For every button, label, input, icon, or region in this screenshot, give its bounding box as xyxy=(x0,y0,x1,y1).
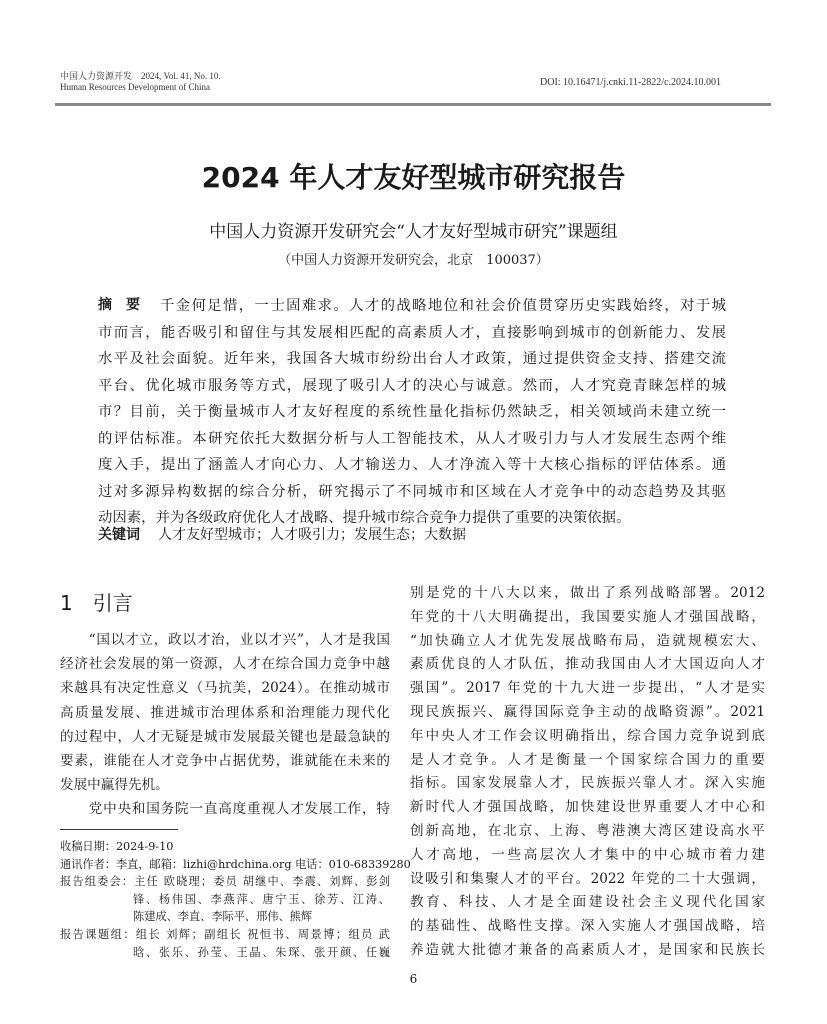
footnote-line: 报告组委会：主任 欧晓理；委员 胡继中、李震、刘辉、彭剑 xyxy=(60,875,390,889)
paragraph-line: “国以才立，政以才治，业以才兴”，人才是我国 xyxy=(60,632,390,648)
footnote-line: 通讯作者：李直，邮箱：lizhi@hrdchina.org 电话：010-68339280 xyxy=(60,857,411,871)
abstract-line: 平台、优化城市服务等方式，展现了吸引人才的决心与诚意。然而，人才究竟青睐怎样的城 xyxy=(98,377,726,394)
abstract-line: 水平及社会面貌。近年来，我国各大城市纷纷出台人才政策，通过提供资金支持、搭建交流 xyxy=(98,351,726,367)
paragraph-line: 的基础性、战略性支撑。深入实施人才强国战略，培 xyxy=(410,918,765,935)
affiliation: （中国人力资源开发研究会，北京 100037） xyxy=(278,253,549,268)
paragraph-line: 经济社会发展的第一资源，人才在综合国力竞争中越 xyxy=(60,656,390,673)
paragraph-line: 年党的十八大明确提出，我国要实施人才强国战略， xyxy=(410,608,765,625)
paragraph-line: 年中央人才工作会议明确指出，综合国力竞争说到底 xyxy=(410,727,765,744)
footnote-line: 锋、杨伟国、李燕萍、唐宁玉、徐芳、江涛、 xyxy=(133,892,390,906)
header-rule xyxy=(55,103,771,106)
abstract-line: 千金何足惜，一士固难求。人才的战略地位和社会价值贯穿历史实践始终，对于城 xyxy=(160,298,726,314)
paragraph-line: 发展中赢得先机。 xyxy=(60,777,169,794)
abstract-line: 市而言，能否吸引和留住与其发展相匹配的高素质人才，直接影响到城市的创新能力、发展 xyxy=(98,324,726,341)
paragraph-line: “加快确立人才优先发展战略布局，造就规模宏大、 xyxy=(410,632,765,649)
authors: 中国人力资源开发研究会“人才友好型城市研究”课题组 xyxy=(209,222,618,242)
paragraph-line: 现民族振兴、赢得国际竞争主动的战略资源”。2021 xyxy=(410,704,765,720)
paragraph-line: 来越具有决定性意义（马抗美，2024）。在推动城市 xyxy=(60,680,390,697)
footnote-rule xyxy=(60,829,178,830)
section-heading: 1 引言 xyxy=(60,591,133,615)
abstract-line: 市？目前，关于衡量城市人才友好程度的系统性量化指标仍然缺乏，相关领域尚未建立统一 xyxy=(98,404,726,420)
journal-info-en: Human Resources Development of China xyxy=(60,82,210,92)
paragraph-line: 强国”。2017 年党的十九大进一步提出，“人才是实 xyxy=(410,680,765,697)
footnote-line: 陈建成、李直、李际平、邢伟、熊辉 xyxy=(133,910,313,924)
footnote-line: 报告课题组：组长 刘辉；副组长 祝恒书、周景博；组员 武 xyxy=(60,928,390,941)
paragraph-line: 设吸引和集聚人才的平台。2022 年党的二十大强调， xyxy=(410,870,765,887)
paragraph-line: 素质优良的人才队伍，推动我国由人才大国迈向人才 xyxy=(410,656,765,673)
paragraph-line: 人才高地，一些高层次人才集中的中心城市着力建 xyxy=(410,846,765,863)
abstract-label: 摘 要 xyxy=(98,297,140,313)
page-title: 2024 年人才友好型城市研究报告 xyxy=(201,161,626,194)
paragraph-line: 新时代人才强国战略，加快建设世界重要人才中心和 xyxy=(410,799,765,816)
paragraph-line: 党中央和国务院一直高度重视人才发展工作，特 xyxy=(60,801,390,818)
paragraph-line: 高质量发展、推进城市治理体系和治理能力现代化 xyxy=(60,704,390,721)
paragraph-line: 是人才竞争。人才是衡量一个国家综合国力的重要 xyxy=(410,751,765,768)
abstract-line: 过对多源异构数据的综合分析，研究揭示了不同城市和区域在人才竞争中的动态趋势及其驱 xyxy=(98,483,726,500)
abstract-line: 动因素，并为各级政府优化人才战略、提升城市综合竞争力提供了重要的决策依据。 xyxy=(98,510,631,526)
keywords-label: 关键词 xyxy=(98,527,140,543)
doi: DOI: 10.16471/j.cnki.11-2822/c.2024.10.001 xyxy=(540,77,722,88)
paragraph-line: 的过程中，人才无疑是城市发展最关键也是最急缺的 xyxy=(60,728,390,745)
paragraph-line: 教育、科技、人才是全面建设社会主义现代化国家 xyxy=(410,894,765,911)
paragraph-line: 要素，谁能在人才竞争中占据优势，谁就能在未来的 xyxy=(60,753,390,769)
journal-info-cn: 中国人力资源开发 2024, Vol. 41, No. 10. xyxy=(60,71,221,81)
paragraph-line: 别是党的十八大以来，做出了系列战略部署。2012 xyxy=(410,585,765,601)
footnote-line: 收稿日期：2024-9-10 xyxy=(60,840,174,853)
page-number: 6 xyxy=(409,972,418,986)
abstract-line: 度入手，提出了涵盖人才向心力、人才输送力、人才净流入等十大核心指标的评估体系。通 xyxy=(98,457,726,473)
footnote-line: 晗、张乐、孙莹、王晶、朱琛、张开颜、任巍 xyxy=(133,945,390,959)
keywords: 人才友好型城市；人才吸引力；发展生态；大数据 xyxy=(158,527,466,543)
paragraph-line: 创新高地，在北京、上海、粤港澳大湾区建设高水平 xyxy=(410,823,765,839)
paragraph-line: 养造就大批德才兼备的高素质人才，是国家和民族长 xyxy=(410,942,765,958)
abstract-line: 的评估标准。本研究依托大数据分析与人工智能技术，从人才吸引力与人才发展生态两个维 xyxy=(98,430,726,447)
paragraph-line: 指标。国家发展靠人才，民族振兴靠人才。深入实施 xyxy=(410,775,765,792)
